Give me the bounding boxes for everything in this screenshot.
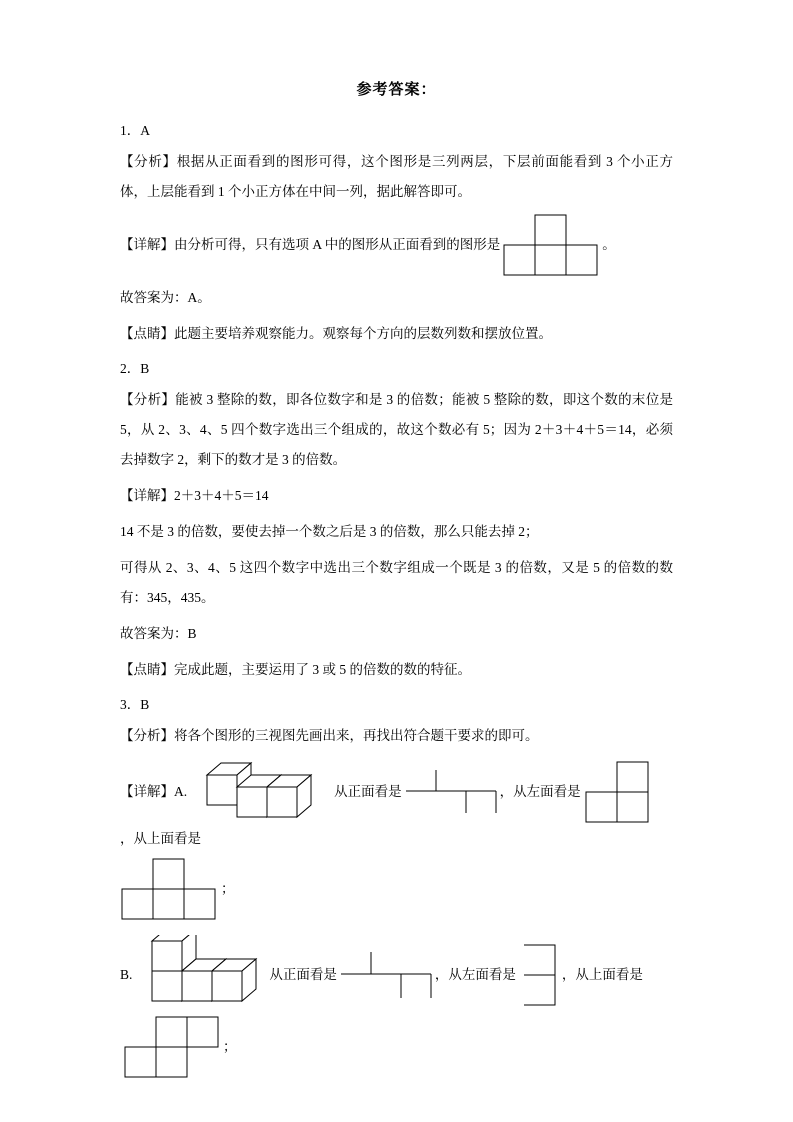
question-3-option-a-top-label: ，从上面看是 bbox=[120, 831, 201, 846]
question-3-option-b-lead: B. bbox=[120, 967, 133, 982]
left-view-figure-b bbox=[519, 943, 559, 1007]
question-3-option-b-top-label: ，从上面看是 bbox=[561, 967, 643, 982]
question-1-note: 【点睛】此题主要培养观察能力。观察每个方向的层数列数和摆放位置。 bbox=[120, 326, 552, 341]
question-3-number: 3．B bbox=[120, 697, 150, 712]
question-1-analysis: 【分析】根据从正面看到的图形可得，这个图形是三列两层，下层前面能看到 3 个小正方体，上层能看到 1 个小正方体在中间一列，据此解答即可。 bbox=[120, 154, 673, 199]
question-3-option-a-front-label: 从正面看是 bbox=[334, 784, 402, 799]
question-2-number: 2．B bbox=[120, 361, 150, 376]
question-2-line-2: 可得从 2、3、4、5 这四个数字中选出三个数字组成一个既是 3 的倍数，又是 5 的倍数的数有：345，435。 bbox=[120, 560, 673, 605]
question-3-option-b-left-label: ，从左面看是 bbox=[434, 967, 516, 982]
question-2-analysis: 【分析】能被 3 整除的数，即各位数字和是 3 的倍数；能被 5 整除的数，即这个数的末位是 5，从 2、3、4、5 四个数字选出三个组成的，故这个数必有 5；因为 2＋3＋4＋5＝14，必须去掉数字 2，剩下的数才是 3 的倍数。 bbox=[120, 392, 673, 467]
question-3-option-b-tail: ； bbox=[223, 1039, 237, 1054]
question-2-note: 【点睛】完成此题，主要运用了 3 或 5 的倍数的数的特征。 bbox=[120, 662, 471, 677]
question-2-line-1: 14 不是 3 的倍数，要使去掉一个数之后是 3 的倍数，那么只能去掉 2； bbox=[120, 524, 539, 539]
front-view-figure-b bbox=[340, 950, 432, 1000]
left-view-figure-a bbox=[584, 760, 650, 824]
question-3-option-a-left-label: ，从左面看是 bbox=[499, 784, 581, 799]
question-3-option-a-tail: ； bbox=[221, 881, 235, 896]
question-2-detail: 【详解】2＋3＋4＋5＝14 bbox=[120, 488, 269, 503]
question-3-option-b-row bbox=[120, 935, 673, 1079]
solid-figure-a bbox=[193, 757, 328, 827]
front-view-figure-a bbox=[405, 769, 497, 815]
question-1-answer: 故答案为：A。 bbox=[120, 290, 211, 305]
front-view-figure-q1 bbox=[503, 213, 599, 277]
top-view-figure-b bbox=[123, 1015, 220, 1079]
question-1-detail-text: 【详解】由分析可得，只有选项 A 中的图形从正面看到的图形是 bbox=[120, 237, 501, 252]
question-3-option-a-lead: 【详解】A. bbox=[120, 784, 188, 799]
question-2-answer: 故答案为：B bbox=[120, 626, 197, 641]
solid-figure-b bbox=[138, 935, 263, 1015]
question-3-option-a-topview-row bbox=[120, 857, 673, 921]
question-3-analysis: 【分析】将各个图形的三视图先画出来，再找出符合题干要求的即可。 bbox=[120, 728, 539, 743]
question-3-option-b-front-label: 从正面看是 bbox=[269, 967, 337, 982]
question-1-number: 1．A bbox=[120, 123, 150, 138]
question-1-detail-row bbox=[120, 213, 673, 277]
top-view-figure-a bbox=[120, 857, 217, 921]
page-title: 参考答案： bbox=[356, 82, 437, 98]
question-1-detail-suffix: 。 bbox=[602, 237, 616, 252]
question-3-option-a-row bbox=[120, 757, 673, 851]
